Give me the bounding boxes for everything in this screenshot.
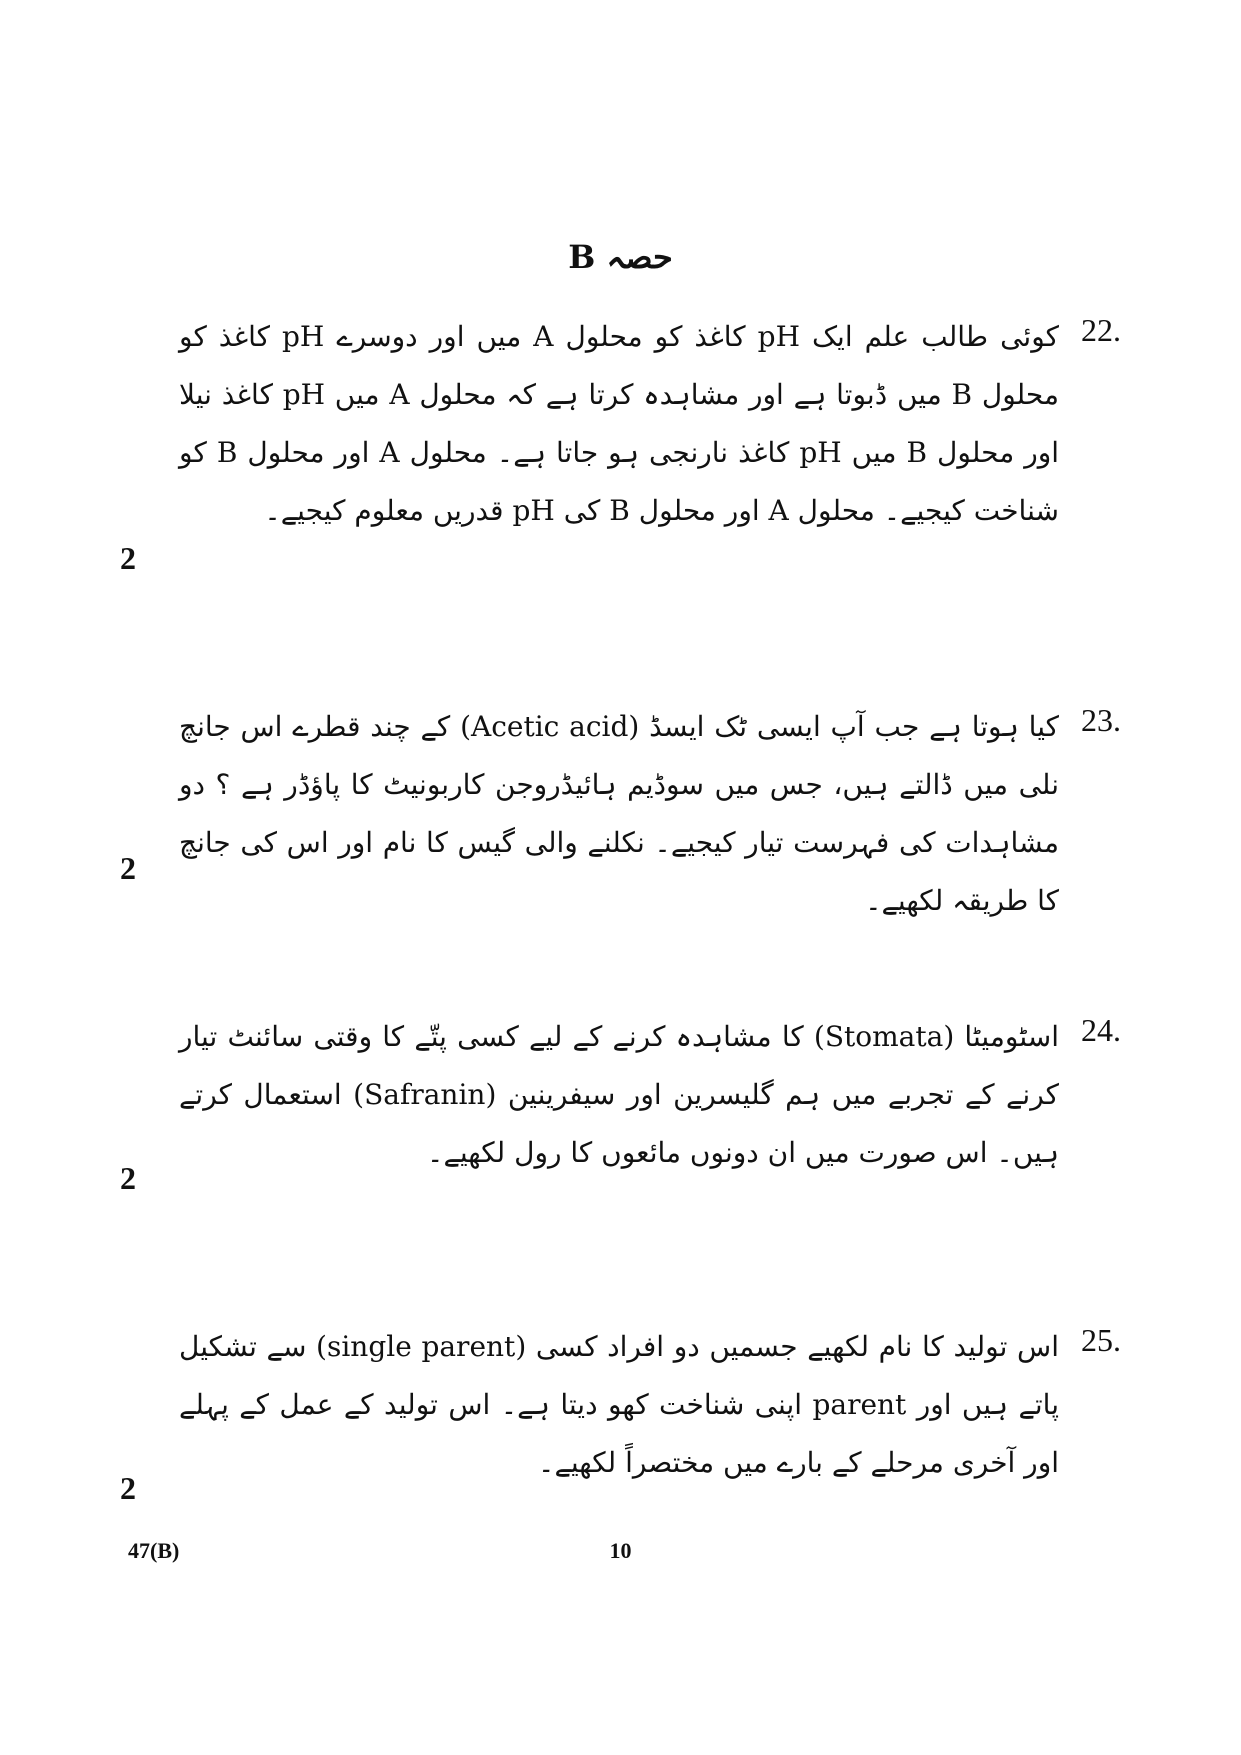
question-text: کیا ہوتا ہے جب آپ ایسی ٹک ایسڈ (Acetic acid) کے چند قطرے اس جانچ نلی میں ڈالتے ہیں، جس میں سوڈیم ہائیڈروجن کاربونیٹ کا پاؤڈر ہے ؟ دو مشاہدات کی فہرست تیار کیجیے۔ نکلنے والی گیس کا نام اور اس کی جانچ کا طریقہ لکھیے۔	[179, 710, 1059, 917]
question-number: 25.	[1081, 1322, 1121, 1358]
question-text: اسٹومیٹا (Stomata) کا مشاہدہ کرنے کے لیے کسی پتّے کا وقتی سائنٹ تیار کرنے کے تجربے میں ہم گلیسرین اور سیفرینین (Safranin) استعمال کرتے ہیں۔ اس صورت میں ان دونوں مائعوں کا رول لکھیے۔	[179, 1020, 1060, 1169]
question-marks: 2	[120, 1160, 136, 1196]
section-title: حصہ B	[568, 238, 673, 276]
question-text: اس تولید کا نام لکھیے جسمیں دو افراد کسی (single parent) سے تشکیل پاتے ہیں اور parent اپنی شناخت کھو دیتا ہے۔ اس تولید کے عمل کے پہلے اور آخری مرحلے کے بارے میں مختصراً لکھیے۔	[179, 1330, 1060, 1479]
question-text: کوئی طالب علم ایک pH کاغذ کو محلول A میں اور دوسرے pH کاغذ کو محلول B میں ڈبوتا ہے اور مشاہدہ کرتا ہے کہ محلول A میں pH کاغذ نیلا اور محلول B میں pH کاغذ نارنجی ہو جاتا ہے۔ محلول A اور محلول B کو شناخت کیجیے۔ محلول A اور محلول B کی pH قدریں معلوم کیجیے۔	[179, 320, 1060, 527]
question-number: 24.	[1081, 1012, 1121, 1048]
footer-code: 47(B)	[128, 1538, 180, 1563]
question-number: 22.	[1081, 312, 1121, 348]
page-number: 10	[609, 1538, 632, 1563]
question-marks: 2	[120, 1470, 136, 1506]
question-marks: 2	[120, 540, 136, 576]
question-number: 23.	[1081, 702, 1121, 738]
question-marks: 2	[120, 850, 136, 886]
